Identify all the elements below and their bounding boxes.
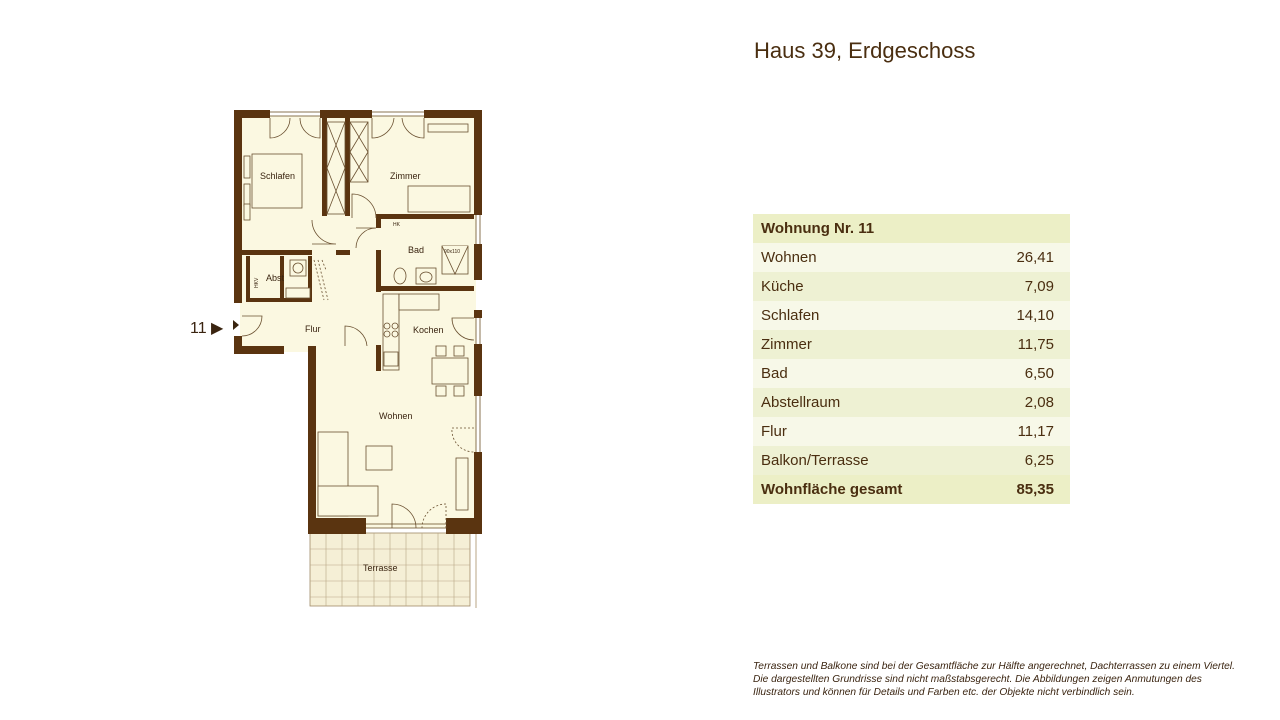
row-value: 7,09 <box>981 272 1070 301</box>
row-value: 6,25 <box>981 446 1070 475</box>
table-row <box>753 272 1070 301</box>
table-row <box>753 359 1070 388</box>
table-row <box>753 330 1070 359</box>
table-header-row <box>753 214 1070 243</box>
apartment-marker: 11 ▶ <box>190 320 224 337</box>
row-value: 6,50 <box>981 359 1070 388</box>
room-label-terrasse: Terrasse <box>363 563 398 573</box>
page-title: Haus 39, Erdgeschoss <box>754 38 976 63</box>
row-value: 14,10 <box>981 301 1070 330</box>
footnote-line: Illustrators und können für Details und Farben etc. der Objekte nicht verbindlich sein. <box>753 687 1135 698</box>
room-label-zimmer: Zimmer <box>390 171 421 181</box>
row-label: Flur <box>753 417 981 446</box>
room-label-bad: Bad <box>408 245 425 255</box>
entrance-arrow-icon <box>233 320 239 330</box>
row-label: Küche <box>753 272 981 301</box>
area-table <box>753 214 1070 504</box>
room-label-abst: Abst <box>266 273 285 283</box>
table-row <box>753 301 1070 330</box>
table-row <box>753 388 1070 417</box>
row-label: Wohnen <box>753 243 981 272</box>
total-value: 85,35 <box>981 475 1070 504</box>
row-value: 11,75 <box>981 330 1070 359</box>
table-header: Wohnung Nr. 11 <box>753 214 1070 243</box>
row-label: Schlafen <box>753 301 981 330</box>
table-row <box>753 243 1070 272</box>
row-value: 2,08 <box>981 388 1070 417</box>
table-row <box>753 446 1070 475</box>
row-label: Bad <box>753 359 981 388</box>
room-label-wohnen: Wohnen <box>379 411 413 421</box>
table-total-row <box>753 475 1070 504</box>
footnote-line: Die dargestellten Grundrisse sind nicht maßstabsgerecht. Die Abbildungen zeigen Anmutungen des <box>753 674 1202 685</box>
hk-label: HK <box>393 222 400 228</box>
room-label-flur: Flur <box>305 324 321 334</box>
row-label: Zimmer <box>753 330 981 359</box>
row-value: 26,41 <box>981 243 1070 272</box>
row-value: 11,17 <box>981 417 1070 446</box>
footnote <box>753 660 1273 699</box>
footnote-line: Terrassen und Balkone sind bei der Gesamtfläche zur Hälfte angerechnet, Dachterrassen zu einem Viertel. <box>753 661 1235 672</box>
row-label: Balkon/Terrasse <box>753 446 981 475</box>
table-row <box>753 417 1070 446</box>
hkv-label: HKV <box>254 277 260 288</box>
room-label-kochen: Kochen <box>413 325 444 335</box>
total-label: Wohnfläche gesamt <box>753 475 981 504</box>
shower-size-label: 90x110 <box>444 249 461 255</box>
row-label: Abstellraum <box>753 388 981 417</box>
room-label-schlafen: Schlafen <box>260 171 296 181</box>
floor-plan <box>0 0 700 620</box>
